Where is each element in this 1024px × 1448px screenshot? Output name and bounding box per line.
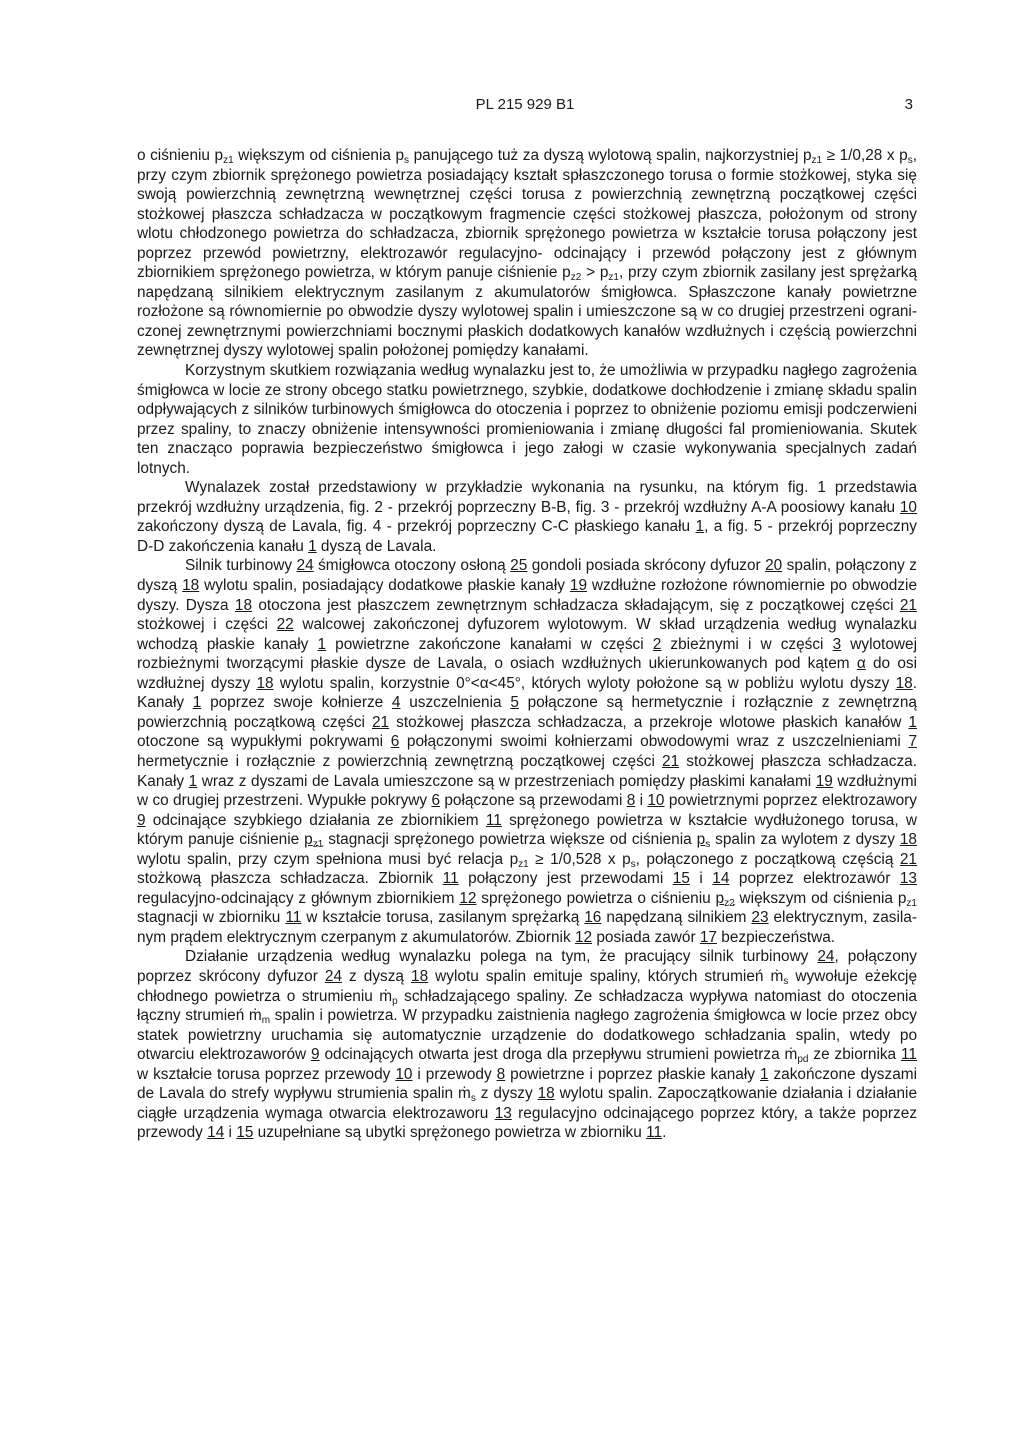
reference-numeral: 18 bbox=[256, 674, 274, 692]
reference-numeral: $p_{z1}$ bbox=[304, 831, 324, 851]
reference-numeral: 6 bbox=[390, 733, 400, 751]
page-header bbox=[137, 96, 913, 116]
reference-numeral: 19 bbox=[569, 577, 588, 595]
subscript: z2 bbox=[724, 897, 735, 909]
subscript: p bbox=[392, 995, 398, 1007]
text-run: panującego tuż za dyszą wylotową spalin, najkorzystniej p bbox=[409, 147, 812, 164]
subscript: z2 bbox=[570, 272, 582, 284]
patent-number: PL 215 929 B1 bbox=[475, 96, 575, 113]
page-number: 3 bbox=[904, 96, 913, 113]
reference-numeral: 18 bbox=[899, 831, 917, 849]
reference-numeral: 23 bbox=[751, 909, 769, 927]
reference-numeral: 14 bbox=[712, 870, 730, 888]
reference-numeral: α bbox=[856, 655, 866, 673]
reference-numeral: 18 bbox=[411, 967, 429, 985]
text-run: z dyszy bbox=[475, 1085, 538, 1103]
reference-numeral: 10 bbox=[647, 792, 665, 810]
text-run: dyszą de Lavala. bbox=[316, 537, 437, 555]
reference-numeral: 6 bbox=[431, 792, 440, 810]
reference-numeral: 1 bbox=[192, 694, 202, 712]
text-run: stożkowej płaszcza schładzacza, a przekroje wlotowe płaskich kanałów bbox=[389, 713, 909, 731]
text-run: spalin, połączony z dyszą bbox=[137, 557, 917, 595]
text-run: schładzającego spaliny. Ze schładzacza wypływa natomiast do otoczenia łączny strumień bbox=[137, 987, 917, 1025]
reference-numeral: 10 bbox=[395, 1065, 413, 1083]
mass-flow-symbol: ṁ$_m$ bbox=[248, 1007, 271, 1027]
text-run: połączone są hermetycznie i rozłącznie z zewnętrzną powierzchnią początkową części bbox=[137, 694, 917, 731]
reference-numeral: 18 bbox=[182, 577, 200, 595]
text-run: stożkową płaszcza schładzacza. Zbiornik bbox=[137, 870, 443, 888]
mass-flow-symbol: ṁ$_s$ bbox=[457, 1085, 476, 1105]
reference-numeral: 20 bbox=[765, 557, 783, 575]
reference-numeral: 13 bbox=[899, 870, 917, 888]
text-run: powietrzne zakończone kanałami w części bbox=[326, 635, 653, 653]
text-run: wylotowej rozbieżnymi tworzącymi płaskie dysze de Lavala, o osiach wzdłużnych ukierunkowanych pod kątem bbox=[137, 635, 917, 673]
reference-numeral: 9 bbox=[311, 1046, 320, 1064]
reference-numeral: 2 bbox=[652, 635, 662, 653]
text-run: uzupełniane są ubytki sprężonego powietrza w zbiorniku bbox=[253, 1124, 647, 1142]
reference-numeral: 12 bbox=[459, 889, 477, 907]
subscript: s bbox=[470, 1093, 476, 1105]
text-run: sprężonego powietrza o ciśnieniu bbox=[476, 889, 716, 907]
mass-flow-symbol: ṁ$_s$ bbox=[770, 967, 789, 987]
reference-numeral: 21 bbox=[662, 752, 680, 770]
subscript: m bbox=[261, 1015, 271, 1027]
text-run: Silnik turbinowy bbox=[185, 557, 297, 575]
text-run: większym od ciśnienia p bbox=[233, 147, 405, 164]
document-body bbox=[137, 146, 917, 1143]
text-run: w kształcie torusa poprzez przewody bbox=[137, 1065, 396, 1083]
reference-numeral: 12 bbox=[574, 928, 593, 946]
reference-numeral: 19 bbox=[815, 772, 833, 790]
text-run: zbieżnymi i w części bbox=[661, 635, 833, 653]
text-run: bezpieczeństwa. bbox=[716, 928, 836, 946]
text-run: Korzystnym skutkiem rozwiązania według wynalazku jest to, że umożliwia w przypadku nagłego zagrożenia śmigłowca w locie ze strony obcego statku powietrznego, szybkie, dodatkowe dochłodzenie i zmianę składu spalin odpływających z silników turbinowych śmigłowca do otoczenia i poprzez to obniżenie poziomu emisji podczerwieni przez spaliny, to znaczy obniżenie intensywności promieniowania i zmianę długości fal promieniowania. Skutek ten znacząco poprawia bezpieczeństwo śmigłowca i jego załogi w czasie wykonywania specjalnych zadań lotnych. bbox=[137, 362, 917, 477]
subscript: z1 bbox=[518, 858, 529, 870]
reference-numeral: 11 bbox=[285, 909, 302, 927]
text-run: powietrznymi poprzez elektrozawory bbox=[664, 792, 917, 810]
reference-numeral: 11 bbox=[485, 811, 502, 829]
text-run: sprężonego powietrza w kształcie wydłużonego torusa, w którym panuje ciśnienie bbox=[137, 811, 917, 849]
text-run: ze zbiornika bbox=[808, 1046, 902, 1064]
text-run: połączone są przewodami bbox=[440, 792, 627, 810]
reference-numeral: 9 bbox=[137, 811, 146, 829]
text-run: stagnacji sprężonego powietrza większe od ciśnienia bbox=[323, 831, 697, 849]
text-run: i bbox=[689, 870, 713, 888]
text-run: stożkowej i części bbox=[137, 616, 277, 634]
text-run: regulacyjno odcinającego poprzez który, a także poprzez przewody bbox=[137, 1104, 918, 1142]
text-run: , a fig. 5 - przekrój poprzeczny D-D zakończenia kanału bbox=[137, 518, 917, 555]
reference-numeral: 4 bbox=[391, 694, 401, 712]
subscript: s bbox=[630, 858, 636, 870]
reference-numeral: 8 bbox=[496, 1065, 506, 1083]
reference-numeral: 24 bbox=[817, 948, 835, 966]
text-run: wylotu spalin, korzystnie 0°<α<45°, których wyloty położone są w pobliżu wylotu dyszy bbox=[273, 674, 896, 692]
text-run: odcinające szybkiego działania ze zbiornikiem bbox=[145, 811, 486, 829]
text-run: ≥ 1/0,28 x p bbox=[822, 147, 908, 164]
text-run: , przy czym zbiornik sprężonego powietrza posiadający kształt spłaszczonego torusa o formie stożkowej, styka się swoją powierzchnią zewnętrzną wewnętrznej części torusa z powierzchnią zewnętrzną początkowej części stożkowej płaszcza schładzacza w początkowym fragmencie części stożkowej płaszcza, położonym od strony wlotu chłodzonego powietrza do schładzacza, zbiornik sprężonego powietrza w kształcie torusa połączony jest poprzez przewód powietrzny, elektrozawór regulacyjno- odcinający i przewód połączony jest z głównym zbiornikiem sprężonego powietrza, w którym panuje ciśnienie p bbox=[137, 147, 917, 282]
text-run: wylotu spalin emituje spaliny, których strumień bbox=[428, 967, 771, 985]
text-run: odcinających otwarta jest droga dla przepływu strumieni powietrza bbox=[319, 1046, 785, 1064]
text-run: spalin i powietrza. W przypadku zaistnienia nagłego zagrożenia śmigłowca w locie przez obcy statek powietrzny uruchamia się automatycznie urządzenie do dodatkowego schładzania spalin, wtedy po otwarciu elektrozaworów bbox=[137, 1007, 917, 1064]
reference-numeral: 11 bbox=[646, 1124, 663, 1142]
text-run: spalin za wylotem z dyszy bbox=[710, 831, 900, 849]
body-paragraph bbox=[137, 947, 917, 1142]
subscript: s bbox=[404, 155, 410, 166]
reference-numeral: 16 bbox=[584, 909, 602, 927]
reference-numeral: $p_{z2}$ bbox=[715, 889, 735, 909]
text-run: poprzez elektrozawór bbox=[729, 870, 900, 888]
reference-numeral: 1 bbox=[908, 713, 917, 731]
text-run: hermetycznie i rozłącznie z powierzchnią zewnętrzną początkowej części bbox=[137, 752, 663, 770]
reference-numeral: 17 bbox=[699, 928, 717, 946]
text-run: gondoli posiada skrócony dyfuzor bbox=[527, 557, 766, 575]
text-run: otoczone są wypukłymi pokrywami bbox=[137, 733, 391, 751]
reference-numeral: 3 bbox=[832, 635, 842, 653]
reference-numeral: 18 bbox=[537, 1085, 555, 1103]
text-run: stagnacji w zbiorniku bbox=[137, 909, 286, 927]
text-run: połączony jest przewodami bbox=[458, 870, 673, 888]
text-run: ≥ 1/0,528 x p bbox=[528, 850, 631, 868]
reference-numeral: 7 bbox=[908, 733, 917, 751]
reference-numeral: 1 bbox=[188, 772, 198, 790]
text-run: elektrycznym, zasilanym prądem elektrycznym czerpanym z akumulatorów. Zbiornik bbox=[137, 909, 918, 946]
text-run: stożkowej płaszcza schładzacza. Kanały bbox=[137, 752, 917, 790]
text-run: wraz z dyszami de Lavala umieszczone są w przestrzeniach pomiędzy płaskimi kanałami bbox=[197, 772, 816, 790]
subscript: z1 bbox=[811, 155, 823, 166]
text-run: i bbox=[224, 1124, 237, 1142]
text-run: , połączony poprzez skrócony dyfuzor bbox=[137, 948, 918, 985]
subscript: s bbox=[907, 155, 913, 166]
reference-numeral: 21 bbox=[899, 850, 917, 868]
subscript: s bbox=[783, 975, 789, 987]
text-run: zakończone dyszami de Lavala do strefy wypływu strumienia spalin bbox=[137, 1065, 917, 1103]
text-run: , przy czym zbiornik zasilany jest sprężarką napędzaną silnikiem elektrycznym zasilanym z akumulatorów śmigłowca. Spłaszczone kanały powietrzne rozłożone są równomiernie po obwodzie dyszy wylotowej spalin i umieszczone są w co drugiej przestrzeni ograniczonej zewnętrznymi powierzchniami bocznymi płaskich dodatkowych kanałów wzdłużnych i częścią powierzchni zewnętrznej dyszy wylotowej spalin położonej pomiędzy kanałami. bbox=[137, 264, 917, 360]
reference-numeral: 5 bbox=[510, 694, 519, 712]
text-run: . Kanały bbox=[137, 674, 917, 712]
text-run: posiada zawór bbox=[592, 928, 700, 946]
reference-numeral: 1 bbox=[695, 518, 705, 536]
text-run: > p bbox=[581, 264, 609, 282]
text-run: połączonymi swoimi kołnierzami obwodowymi wraz z uszczelnieniami bbox=[399, 733, 909, 751]
text-run: wylotu spalin, posiadający dodatkowe płaskie kanały bbox=[199, 577, 570, 595]
reference-numeral: 24 bbox=[296, 557, 314, 575]
text-run: w kształcie torusa, zasilanym sprężarką bbox=[301, 909, 585, 927]
reference-numeral: $p_s$ bbox=[696, 831, 711, 851]
text-run: wywołuje eżekcję chłodnego powietrza o strumieniu bbox=[137, 967, 917, 1005]
text-run: walcowej zakończonej dyfuzorem wylotowym. W skład urządzenia według wynalazku wchodzą płaskie kanały bbox=[137, 616, 917, 653]
text-run: śmigłowca otoczony osłoną bbox=[313, 557, 511, 575]
text-run: z dyszą bbox=[342, 967, 412, 985]
text-run: zakończony dyszą de Lavala, fig. 4 - przekrój poprzeczny C-C płaskiego kanału bbox=[137, 518, 696, 536]
body-paragraph bbox=[137, 478, 917, 556]
text-run: i bbox=[635, 792, 648, 810]
text-run: , połączonego z początkową częścią bbox=[635, 850, 900, 868]
text-run: Działanie urządzenia według wynalazku polega na tym, że pracujący silnik turbinowy bbox=[185, 948, 818, 966]
text-run: Wynalazek został przedstawiony w przykładzie wykonania na rysunku, na którym fig. 1 przedstawia przekrój wzdłużny urządzenia, fig. 2 - przekrój poprzeczny B-B, fig. 3 - przekrój wzdłużny A-A poosiowy kanału bbox=[137, 479, 917, 516]
subscript: z1 bbox=[223, 155, 234, 166]
mass-flow-symbol: ṁ$_p$ bbox=[379, 987, 398, 1007]
text-run: powietrzne i poprzez płaskie kanały bbox=[505, 1065, 760, 1083]
reference-numeral: 11 bbox=[442, 870, 459, 888]
reference-numeral: 25 bbox=[510, 557, 528, 575]
mass-flow-symbol: ṁ$_{pd}$ bbox=[784, 1046, 809, 1066]
reference-numeral: 15 bbox=[236, 1124, 254, 1142]
subscript: s bbox=[705, 839, 711, 851]
body-paragraph bbox=[137, 556, 917, 947]
text-run: większym od ciśnienia p bbox=[734, 889, 907, 907]
reference-numeral: 13 bbox=[494, 1104, 512, 1122]
text-run: regulacyjno-odcinający z głównym zbiornikiem bbox=[137, 889, 460, 907]
subscript: z1 bbox=[906, 897, 917, 909]
text-run: i przewody bbox=[412, 1065, 497, 1083]
reference-numeral: 10 bbox=[899, 498, 917, 516]
text-run: poprzez swoje kołnierze bbox=[201, 694, 392, 712]
reference-numeral: 1 bbox=[759, 1065, 769, 1083]
text-run: otoczona jest płaszczem zewnętrznym schładzacza składającym, się z początkowej części bbox=[252, 596, 900, 614]
subscript: z1 bbox=[312, 839, 324, 851]
text-run: napędzaną silnikiem bbox=[601, 909, 752, 927]
text-run: . bbox=[662, 1124, 667, 1142]
reference-numeral: 8 bbox=[626, 792, 636, 810]
text-run: wzdłużne rozłożone równomiernie po obwodzie dyszy. Dysza bbox=[137, 577, 918, 614]
text-run: do osi wzdłużnej dyszy bbox=[137, 655, 917, 692]
reference-numeral: 21 bbox=[371, 713, 390, 731]
reference-numeral: 15 bbox=[672, 870, 690, 888]
reference-numeral: 21 bbox=[899, 596, 917, 614]
reference-numeral: 1 bbox=[308, 537, 317, 555]
reference-numeral: 11 bbox=[901, 1046, 917, 1064]
reference-numeral: 18 bbox=[234, 596, 253, 614]
body-paragraph bbox=[137, 361, 917, 478]
subscript: z1 bbox=[608, 272, 619, 284]
reference-numeral: 24 bbox=[324, 967, 343, 985]
text-run: wylotu spalin. Zapoczątkowanie działania i działanie ciągłe urządzenia wymaga otwarcia elektrozaworu bbox=[137, 1085, 918, 1122]
text-run: wzdłużnymi w co drugiej przestrzeni. Wypukłe pokrywy bbox=[137, 772, 917, 810]
text-run: wylotu spalin, przy czym spełniona musi być relacja p bbox=[137, 850, 519, 868]
text-run: uszczelnienia bbox=[400, 694, 511, 712]
reference-numeral: 22 bbox=[276, 616, 294, 634]
reference-numeral: 18 bbox=[895, 674, 913, 692]
reference-numeral: 1 bbox=[317, 635, 327, 653]
text-run: o ciśnieniu p bbox=[137, 147, 224, 164]
body-paragraph bbox=[137, 146, 917, 361]
reference-numeral: 14 bbox=[207, 1124, 225, 1142]
subscript: pd bbox=[797, 1054, 809, 1066]
